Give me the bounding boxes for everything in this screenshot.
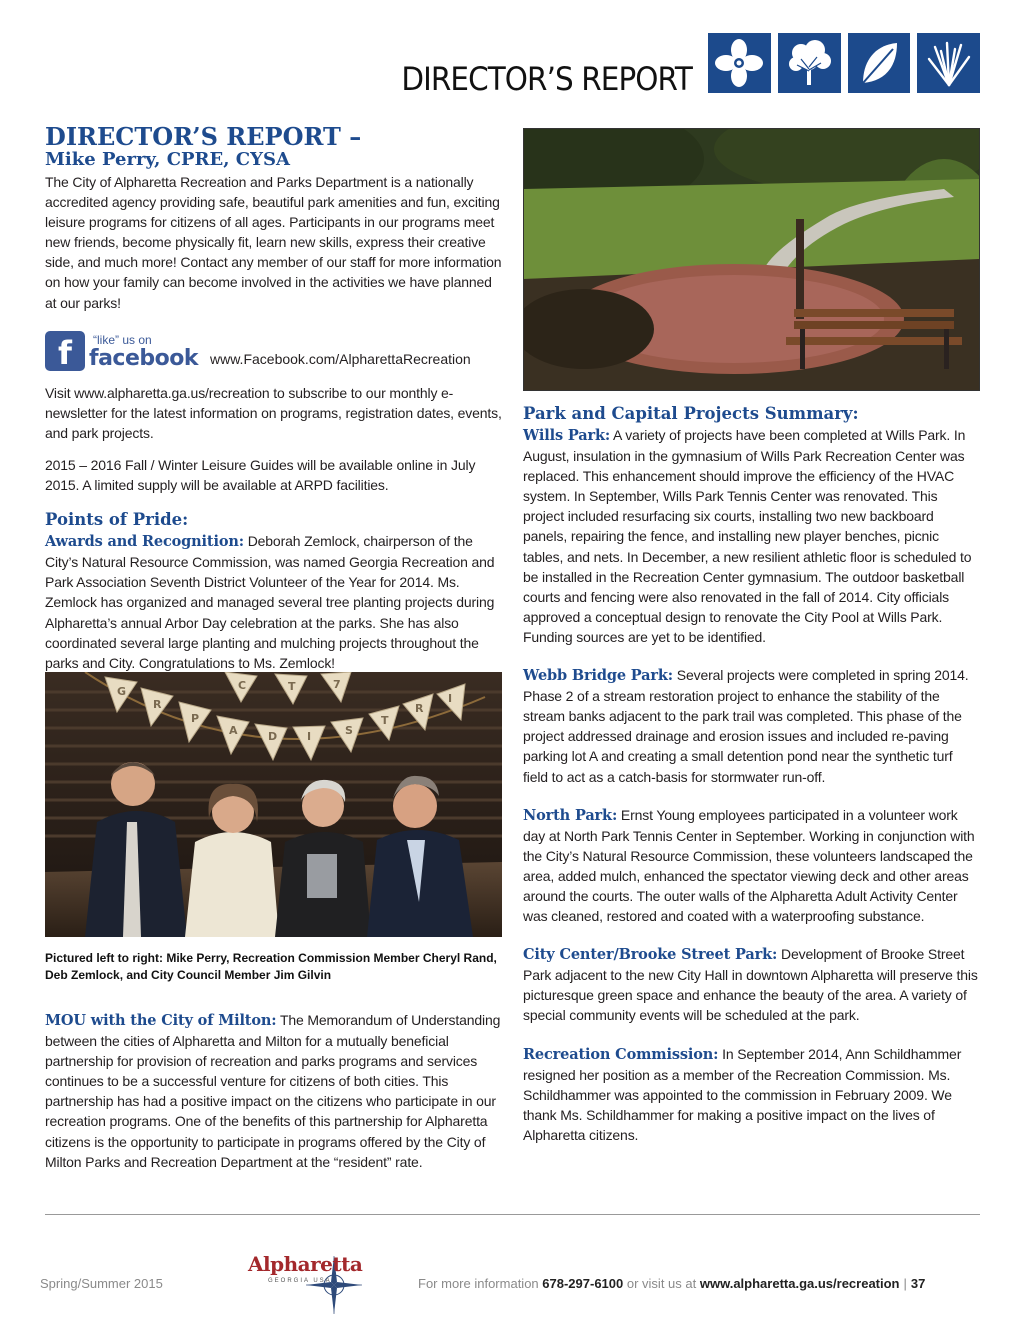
- footer-divider: [45, 1214, 980, 1215]
- projects-summary-heading: Park and Capital Projects Summary:: [523, 404, 859, 423]
- north-park-heading: North Park:: [523, 806, 618, 824]
- header-icon-strip: [708, 33, 980, 93]
- footer-contact: [418, 1276, 925, 1291]
- banner-letter: A: [229, 724, 238, 737]
- city-center-text: Development of Brooke Street Park adjacent to the new City Hall in downtown Alpharetta will preserve this picturesque green space and enhance the beauty of the area. A variety of special community events will be scheduled at the park.: [523, 946, 978, 1024]
- banner-letter: T: [288, 680, 296, 693]
- facebook-icon[interactable]: f: [45, 331, 85, 371]
- grass-icon: [917, 33, 980, 93]
- banner-letter: R: [153, 698, 162, 711]
- banner-letter: I: [448, 692, 453, 705]
- intro-paragraph: The City of Alpharetta Recreation and Parks Department is a nationally accredited agency providing safe, beautiful park amenities and fun, exciting leisure programs for citizens of all ages. Participants in our programs meet new friends, become physically fit, learn new skills, express their creative side, and much more! Contact any member of our staff for more information on how your family can become involved in the activities we have planned at our parks!: [45, 174, 502, 311]
- recreation-commission-text: In September 2014, Ann Schildhammer resigned her position as a member of the Recreation Commission. Ms. Schildhammer was appointed to the commission in February 2009. We thank Ms. Schildhammer for making a positive impact on the lives of Alpharetta citizens.: [523, 1045, 962, 1143]
- logo-subtitle: GEORGIA USA: [268, 1278, 332, 1284]
- awards-heading: Awards and Recognition:: [45, 533, 244, 551]
- recreation-commission-heading: Recreation Commission:: [523, 1045, 719, 1063]
- leaf-icon: [848, 33, 911, 93]
- newsletter-paragraph: Visit www.alpharetta.ga.us/recreation to subscribe to our monthly e-newsletter for the latest information on programs, registration dates, events, and park projects.: [45, 384, 502, 441]
- mou-paragraph: [45, 1010, 505, 1172]
- city-center-heading: City Center/Brooke Street Park:: [523, 946, 778, 964]
- right-column: [523, 403, 981, 1145]
- recreation-commission-paragraph: [523, 1044, 981, 1145]
- wills-park-text: A variety of projects have been completed at Wills Park. In August, insulation in the gymnasium of Wills Park Recreation Center was replaced. This enhancement should improve the efficiency of the HVAC system. In September, Wills Park Tennis Center was renovated. This project included resurfacing six courts, installing two new backboard panels, repairing the fence, and installing new player benches, picnic tables, and nets. In December, a new resilient athletic floor is scheduled to be installed in the Recreation Center gymnasium. The outdoor basketball courts and fencing were also renovated in the fall of 2014. City officials approved a conceptual design to renovate the City Pool at Wills Park. Funding sources are yet to be identified.: [523, 427, 972, 645]
- banner-letter: G: [117, 685, 127, 698]
- banner-letter: S: [345, 724, 353, 737]
- mou-heading: MOU with the City of Milton:: [45, 1012, 277, 1029]
- page-header-title: DIRECTOR’S REPORT: [401, 60, 692, 98]
- facebook-url-link[interactable]: www.Facebook.com/AlpharettaRecreation: [210, 350, 471, 367]
- awards-paragraph: [45, 531, 505, 673]
- webb-bridge-heading: Webb Bridge Park:: [523, 667, 674, 685]
- report-title: DIRECTOR’S REPORT –: [45, 122, 362, 151]
- facebook-wordmark: facebook: [89, 345, 198, 371]
- footer-phone[interactable]: 678-297-6100: [542, 1276, 624, 1291]
- banner-letter: I: [307, 730, 312, 743]
- footer-season: Spring/Summer 2015: [40, 1276, 163, 1291]
- points-of-pride-heading: Points of Pride:: [45, 510, 189, 530]
- banner-letter: R: [415, 702, 424, 715]
- alpharetta-logo: [248, 1248, 368, 1318]
- banner-letter: 7: [333, 678, 341, 691]
- facebook-like-badge[interactable]: [89, 333, 198, 371]
- flower-icon: [708, 33, 771, 93]
- banner-letter: D: [268, 730, 278, 743]
- webb-bridge-text: Several projects were completed in spring 2014. Phase 2 of a stream restoration project to enhance the stability of the stream banks adjacent to the park trail was completed. This phase of the project addressed drainage and erosion issues and included re-paving parking lot A and creating a small detention pond near the synthetic turf field to act as a catch-basis for stormwater run-off.: [523, 667, 969, 785]
- tree-icon: [778, 33, 841, 93]
- facebook-row[interactable]: [45, 323, 505, 371]
- wills-park-paragraph: [523, 425, 981, 647]
- mou-text: The Memorandum of Understanding between the cities of Alpharetta and Milton for a mutually beneficial partnership for provision of recreation and parks programs and services continues to be a successful venture for citizens of both cities. This partnership has had a positive impact on the citizens who participate in our recreation programs. One of the benefits of this partnership for Alpharetta citizens is the opportunity to participate in programs offered by the City of Milton Parks and Recreation Department at the “resident” rate.: [45, 1012, 501, 1170]
- north-park-text: Ernst Young employees participated in a volunteer work day at North Park Tennis Center in September. Working in conjunction with the City’s Natural Resource Commission, these volunteers landscaped the area, added mulch, enhanced the spectator viewing deck and other areas around the courts. The outer walls of the Alpharetta Adult Activity Center was cleaned, restored and coated with a waterproofing substance.: [523, 806, 975, 925]
- page-number: 37: [910, 1276, 926, 1291]
- footer-separator: |: [903, 1276, 907, 1291]
- north-park-paragraph: [523, 805, 981, 927]
- wills-park-heading: Wills Park:: [523, 427, 611, 444]
- mou-section: [45, 1010, 505, 1172]
- banner-letter: T: [381, 714, 389, 727]
- facebook-like-text: “like” us on: [93, 332, 152, 347]
- guides-paragraph: 2015 – 2016 Fall / Winter Leisure Guides will be available online in July 2015. A limited supply will be available at ARPD facilities.: [45, 456, 476, 494]
- park-trail-photo: [523, 128, 980, 391]
- webb-bridge-paragraph: [523, 665, 981, 787]
- footer-info-mid: or visit us at: [626, 1276, 697, 1291]
- footer-website-link[interactable]: www.alpharetta.ga.us/recreation: [699, 1276, 900, 1291]
- city-center-paragraph: [523, 944, 981, 1025]
- photo-caption: Pictured left to right: Mike Perry, Recreation Commission Member Cheryl Rand, Deb Zemlock, and City Council Member Jim Gilvin: [45, 951, 497, 982]
- left-column: [45, 124, 505, 673]
- footer-info-prefix: For more information: [418, 1276, 539, 1291]
- banner-letter: P: [191, 712, 200, 725]
- awards-text: Deborah Zemlock, chairperson of the City’s Natural Resource Commission, was named Georgia Recreation and Park Association Seventh District Volunteer of the Year for 2014. Ms. Zemlock has organized and managed several tree planting projects during Alpharetta’s annual Arbor Day celebration at the parks. She has also coordinated several large planting and mulching projects throughout the parks and City. Congratulations to Ms. Zemlock!: [45, 533, 495, 671]
- report-author: Mike Perry, CPRE, CYSA: [45, 149, 290, 170]
- logo-wordmark: Alpharetta: [248, 1252, 363, 1276]
- banner-letter: C: [238, 679, 247, 692]
- award-group-photo: [45, 672, 502, 937]
